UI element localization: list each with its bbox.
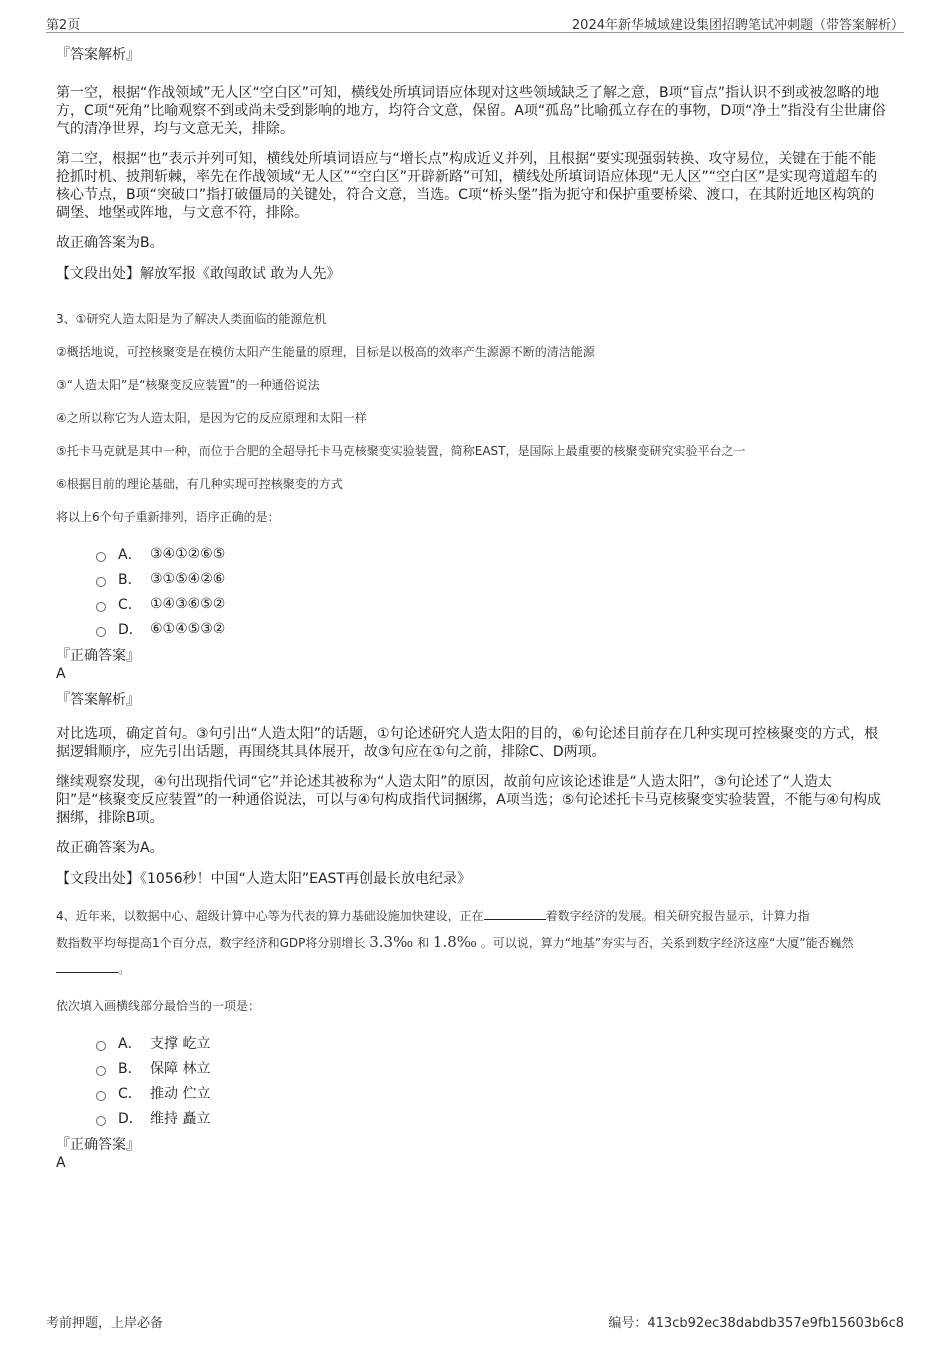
question-4	[56, 903, 896, 1172]
option-d[interactable]: D． 维持 矗立	[96, 1105, 896, 1130]
document-title: 2024年新华城域建设集团招聘笔试冲刺题（带答案解析）	[571, 18, 904, 33]
radio-icon[interactable]	[96, 1091, 106, 1101]
radio-icon[interactable]	[96, 577, 106, 587]
option-a[interactable]: A． ③④①②⑥⑤	[96, 541, 896, 566]
page-header	[46, 12, 904, 33]
radio-icon[interactable]	[96, 602, 106, 612]
analysis-paragraph: 继续观察发现，④句出现指代词“它”并论述其被称为“人造太阳”的原因，故前句应该论述谁是“人造太阳”，③句论述了“人造太阳”是“核聚变反应装置”的一种通俗说法，可以与④句构成指代词捆绑，A项当选；⑤句论述托卡马克核聚变实验装置，不能与④句构成捆绑，排除B项。	[56, 774, 881, 826]
options-list	[96, 541, 896, 641]
percent-value: 3.3‰	[369, 933, 414, 951]
options-list	[96, 1030, 896, 1130]
analysis-paragraph: 第一空，根据“作战领域”无人区“空白区”可知，横线处所填词语应体现对这些领域缺乏了解之意，B项“盲点”指认识不到或被忽略的地方，C项“死角”比喻观察不到或尚未受到影响的地方，均符合文意，保留。A项“孤岛”比喻孤立存在的事物，D项“净土”指没有尘世庸俗气的清净世界，均与文意无关，排除。	[56, 85, 886, 137]
fill-blank	[56, 960, 118, 973]
fill-blank	[484, 907, 546, 920]
answer-label: 『正确答案』	[56, 1137, 140, 1153]
question-prompt: 依次填入画横线部分最恰当的一项是：	[56, 999, 261, 1013]
question-text: 4、近年来，以数据中心、超级计算中心等为代表的算力基础设施加快建设，正在 着数字经济的发展。相关研究报告显示，计算力指 数指数平均每提高1个百分点，数字经济和GDP将分别增长 3.3‰ 和 1.8‰ 。可以说，算力“地基”夯实与否，关系到数字经济这座“大厦”能否巍然 。	[56, 909, 854, 976]
conclusion: 故正确答案为B。	[56, 235, 164, 251]
analysis-paragraph: 对比选项，确定首句。③句引出“人造太阳”的话题，①句论述研究人造太阳的目的，⑥句论述目前存在几种实现可控核聚变的方式，根据逻辑顺序，应先引出话题，再围绕其具体展开，故③句应在①句之前，排除C、D两项。	[56, 726, 879, 760]
analysis-label: 『答案解析』	[56, 692, 140, 708]
option-c[interactable]: C． ①④③⑥⑤②	[96, 591, 896, 616]
option-d[interactable]: D． ⑥①④⑤③②	[96, 616, 896, 641]
option-b[interactable]: B． 保障 林立	[96, 1055, 896, 1080]
source-citation: 【文段出处】《1056秒！中国“人造太阳”EAST再创最长放电纪录》	[56, 871, 471, 887]
conclusion: 故正确答案为A。	[56, 840, 164, 856]
footer-slogan: 考前押题，上岸必备	[46, 1316, 164, 1331]
answer-value: A	[56, 1155, 66, 1171]
question-line: ④之所以称它为人造太阳，是因为它的反应原理和太阳一样	[56, 411, 367, 425]
question-line: ③“人造太阳”是“核聚变反应装置”的一种通俗说法	[56, 378, 320, 392]
radio-icon[interactable]	[96, 1066, 106, 1076]
question-3	[56, 310, 896, 889]
question-line: ⑥根据目前的理论基础，有几种实现可控核聚变的方式	[56, 477, 343, 491]
question-prompt: 将以上6个句子重新排列，语序正确的是：	[56, 510, 280, 524]
source-citation: 【文段出处】解放军报《敢闯敢试 敢为人先》	[56, 266, 341, 282]
answer-label: 『正确答案』	[56, 648, 140, 664]
analysis-paragraph: 第二空，根据“也”表示并列可知，横线处所填词语应与“增长点”构成近义并列，且根据“要实现强弱转换、攻守易位，关键在于能不能抢抓时机、披荆斩棘，率先在作战领域“无人区”“空白区”开辟新路”可知，横线处所填词语应体现“无人区”“空白区”是实现弯道超车的核心节点，B项“突破口”指打破僵局的关键处，符合文意，当选。C项“桥头堡”指为扼守和保护重要桥梁、渡口，在其附近地区构筑的碉堡、地堡或阵地，与文意不符，排除。	[56, 151, 878, 221]
radio-icon[interactable]	[96, 1041, 106, 1051]
radio-icon[interactable]	[96, 552, 106, 562]
analysis-label: 『答案解析』	[56, 47, 140, 63]
document-id: 编号：413cb92ec38dabdb357e9fb15603b6c8	[608, 1316, 904, 1331]
page-footer	[46, 1312, 904, 1332]
radio-icon[interactable]	[96, 1116, 106, 1126]
option-b[interactable]: B． ③①⑤④②⑥	[96, 566, 896, 591]
option-a[interactable]: A． 支撑 屹立	[96, 1030, 896, 1055]
option-c[interactable]: C． 推动 伫立	[96, 1080, 896, 1105]
question-line: 3、①研究人造太阳是为了解决人类面临的能源危机	[56, 312, 327, 326]
page-number: 第2页	[46, 18, 81, 33]
document-body	[56, 44, 896, 1178]
answer-value: A	[56, 666, 66, 682]
percent-value: 1.8‰	[432, 933, 477, 951]
question-line: ⑤托卡马克就是其中一种，而位于合肥的全超导托卡马克核聚变实验装置，简称EAST，是国际上最重要的核聚变研究实验平台之一	[56, 444, 746, 458]
question-line: ②概括地说，可控核聚变是在模仿太阳产生能量的原理，目标是以极高的效率产生源源不断的清洁能源	[56, 345, 595, 359]
radio-icon[interactable]	[96, 627, 106, 637]
